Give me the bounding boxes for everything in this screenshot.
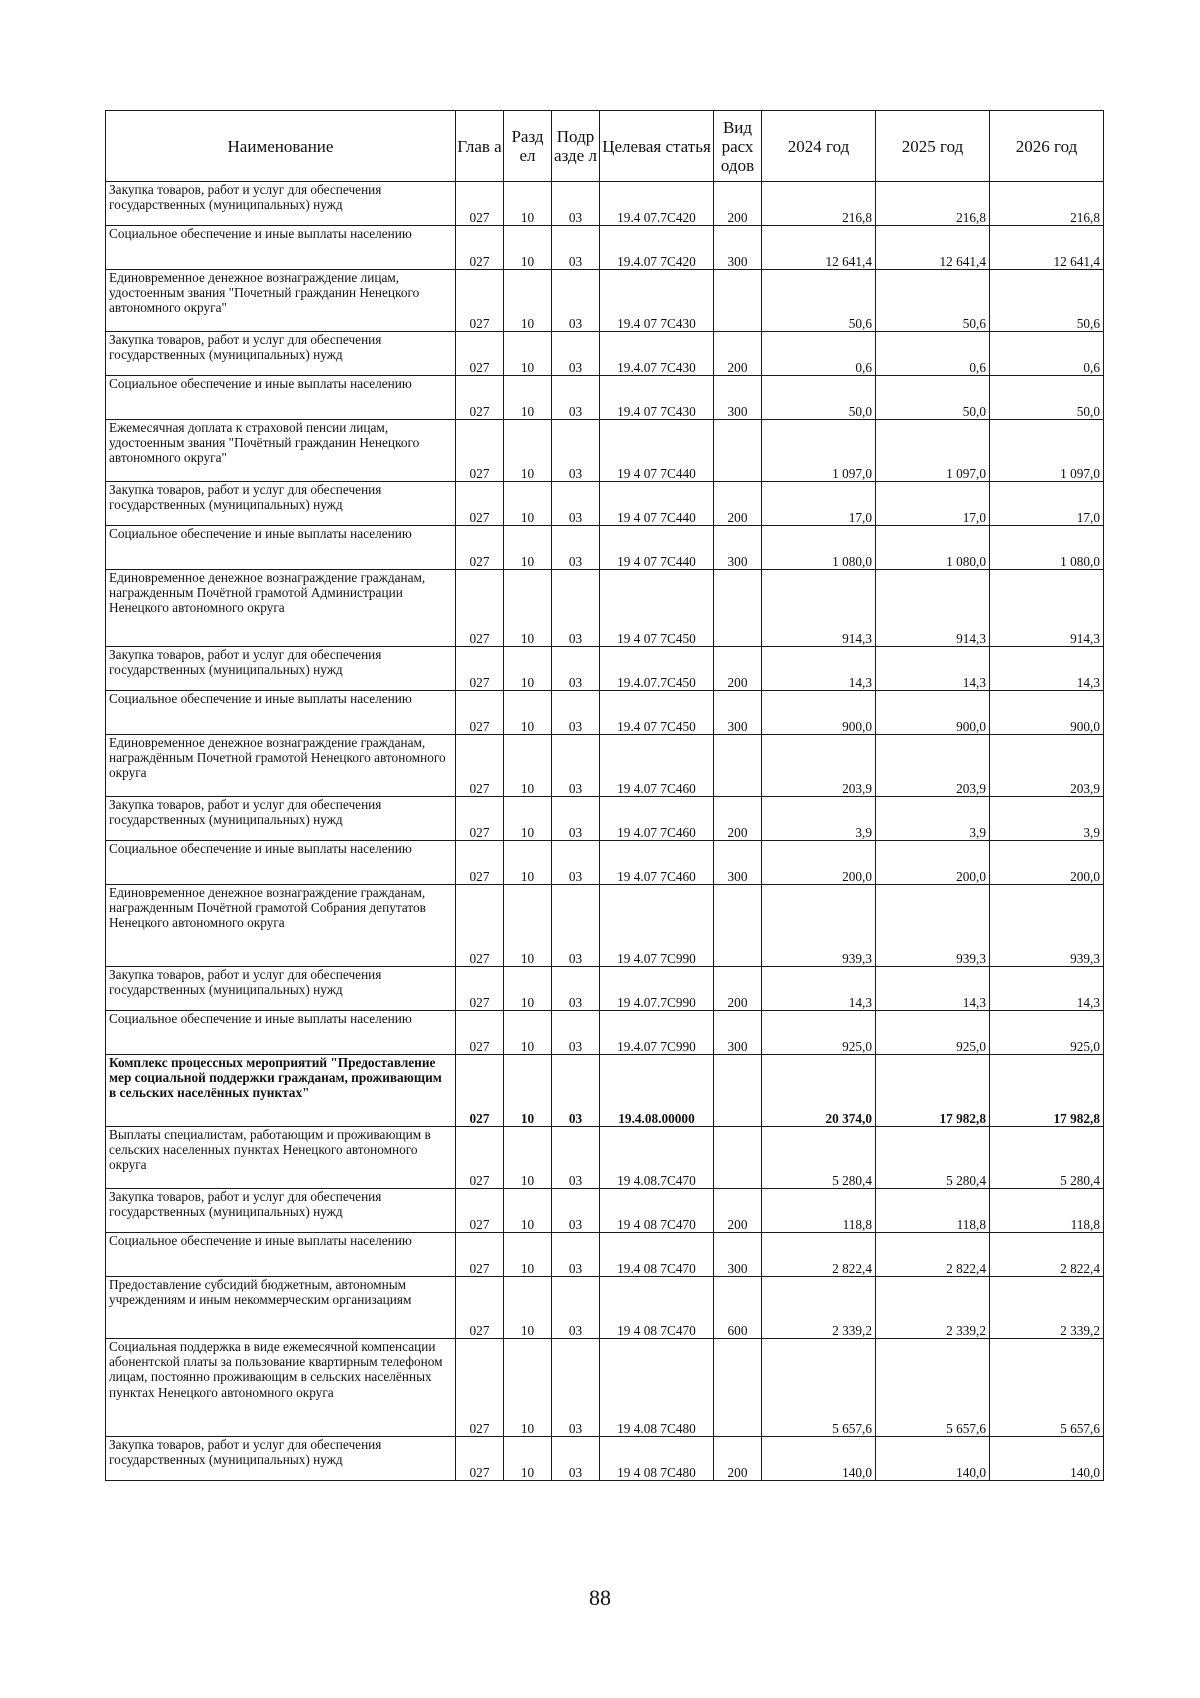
table-row: [106, 482, 1104, 526]
cell-podrazdel: 03: [552, 376, 600, 420]
cell-2024: 203,9: [762, 735, 876, 797]
table-row: [106, 797, 1104, 841]
cell-expense-type: 300: [714, 841, 762, 885]
cell-razdel: 10: [504, 967, 552, 1011]
cell-name: Социальное обеспечение и иные выплаты населению: [106, 1011, 456, 1055]
cell-2025: 17 982,8: [876, 1055, 990, 1127]
cell-glava: 027: [456, 1233, 504, 1277]
table-body: [106, 182, 1104, 1481]
table-row: [106, 691, 1104, 735]
cell-razdel: 10: [504, 420, 552, 482]
cell-2024: 17,0: [762, 482, 876, 526]
cell-glava: 027: [456, 270, 504, 332]
cell-2024: 925,0: [762, 1011, 876, 1055]
table-row: [106, 182, 1104, 226]
cell-razdel: 10: [504, 1127, 552, 1189]
cell-name: Закупка товаров, работ и услуг для обеспечения государственных (муниципальных) нужд: [106, 332, 456, 376]
cell-2026: 1 097,0: [990, 420, 1104, 482]
table-row: [106, 1055, 1104, 1127]
table-row: [106, 1233, 1104, 1277]
cell-expense-type: 200: [714, 647, 762, 691]
header-2024: 2024 год: [762, 111, 876, 182]
cell-razdel: 10: [504, 1011, 552, 1055]
cell-podrazdel: 03: [552, 647, 600, 691]
table-row: [106, 1011, 1104, 1055]
cell-razdel: 10: [504, 482, 552, 526]
cell-glava: 027: [456, 885, 504, 967]
cell-podrazdel: 03: [552, 182, 600, 226]
cell-glava: 027: [456, 332, 504, 376]
cell-2024: 2 822,4: [762, 1233, 876, 1277]
cell-podrazdel: 03: [552, 735, 600, 797]
cell-2024: 0,6: [762, 332, 876, 376]
cell-target-article: 19.4.08.00000: [600, 1055, 714, 1127]
cell-name: Единовременное денежное вознаграждение гражданам, награжденным Почётной грамотой Собрания депутатов Ненецкого автономного округа: [106, 885, 456, 967]
cell-2026: 17,0: [990, 482, 1104, 526]
cell-glava: 027: [456, 797, 504, 841]
cell-podrazdel: 03: [552, 967, 600, 1011]
cell-2026: 914,3: [990, 570, 1104, 647]
cell-glava: 027: [456, 1055, 504, 1127]
cell-name: Единовременное денежное вознаграждение лицам, удостоенным звания "Почетный гражданин Ненецкого автономного округа": [106, 270, 456, 332]
cell-target-article: 19 4.07.7С990: [600, 967, 714, 1011]
cell-podrazdel: 03: [552, 841, 600, 885]
cell-razdel: 10: [504, 1277, 552, 1339]
cell-2026: 2 339,2: [990, 1277, 1104, 1339]
cell-razdel: 10: [504, 691, 552, 735]
cell-target-article: 19 4 07 7С440: [600, 526, 714, 570]
cell-name: Единовременное денежное вознаграждение гражданам, награждённым Почетной грамотой Ненецкого автономного округа: [106, 735, 456, 797]
cell-podrazdel: 03: [552, 482, 600, 526]
cell-expense-type: 200: [714, 1437, 762, 1481]
cell-2026: 203,9: [990, 735, 1104, 797]
cell-2024: 3,9: [762, 797, 876, 841]
cell-2026: 900,0: [990, 691, 1104, 735]
cell-2024: 939,3: [762, 885, 876, 967]
cell-razdel: 10: [504, 647, 552, 691]
header-podrazdel: Подр азде л: [552, 111, 600, 182]
cell-2024: 118,8: [762, 1189, 876, 1233]
cell-2024: 914,3: [762, 570, 876, 647]
cell-razdel: 10: [504, 332, 552, 376]
cell-razdel: 10: [504, 1437, 552, 1481]
cell-2026: 2 822,4: [990, 1233, 1104, 1277]
cell-2025: 203,9: [876, 735, 990, 797]
cell-target-article: 19.4 07 7С450: [600, 691, 714, 735]
cell-razdel: 10: [504, 1233, 552, 1277]
header-target-article: Целевая статья: [600, 111, 714, 182]
cell-name: Социальное обеспечение и иные выплаты населению: [106, 691, 456, 735]
cell-expense-type: [714, 1127, 762, 1189]
cell-target-article: 19 4 08 7С470: [600, 1189, 714, 1233]
cell-target-article: 19.4.07 7С990: [600, 1011, 714, 1055]
cell-2025: 3,9: [876, 797, 990, 841]
cell-2024: 140,0: [762, 1437, 876, 1481]
cell-target-article: 19 4.07 7С460: [600, 735, 714, 797]
cell-podrazdel: 03: [552, 226, 600, 270]
cell-glava: 027: [456, 735, 504, 797]
cell-2024: 900,0: [762, 691, 876, 735]
budget-table: [105, 110, 1104, 1481]
cell-glava: 027: [456, 967, 504, 1011]
table-row: [106, 1339, 1104, 1437]
cell-2024: 2 339,2: [762, 1277, 876, 1339]
cell-2026: 200,0: [990, 841, 1104, 885]
table-row: [106, 332, 1104, 376]
cell-razdel: 10: [504, 1189, 552, 1233]
cell-2024: 12 641,4: [762, 226, 876, 270]
cell-2025: 939,3: [876, 885, 990, 967]
cell-expense-type: 300: [714, 691, 762, 735]
cell-expense-type: 300: [714, 526, 762, 570]
cell-glava: 027: [456, 1127, 504, 1189]
cell-razdel: 10: [504, 376, 552, 420]
cell-expense-type: 200: [714, 332, 762, 376]
table-row: [106, 570, 1104, 647]
cell-glava: 027: [456, 647, 504, 691]
cell-2025: 14,3: [876, 967, 990, 1011]
cell-2026: 50,0: [990, 376, 1104, 420]
cell-name: Закупка товаров, работ и услуг для обеспечения государственных (муниципальных) нужд: [106, 182, 456, 226]
cell-2025: 0,6: [876, 332, 990, 376]
cell-target-article: 19.4.07 7С430: [600, 332, 714, 376]
cell-2025: 17,0: [876, 482, 990, 526]
cell-name: Ежемесячная доплата к страховой пенсии лицам, удостоенным звания "Почётный гражданин Ненецкого автономного округа": [106, 420, 456, 482]
cell-2025: 900,0: [876, 691, 990, 735]
cell-name: Социальное обеспечение и иные выплаты населению: [106, 526, 456, 570]
cell-2025: 925,0: [876, 1011, 990, 1055]
cell-podrazdel: 03: [552, 1127, 600, 1189]
cell-expense-type: 200: [714, 182, 762, 226]
cell-expense-type: 300: [714, 376, 762, 420]
table-row: [106, 420, 1104, 482]
cell-target-article: 19.4.07 7С420: [600, 226, 714, 270]
cell-glava: 027: [456, 1437, 504, 1481]
cell-2026: 118,8: [990, 1189, 1104, 1233]
cell-2024: 14,3: [762, 967, 876, 1011]
cell-name: Единовременное денежное вознаграждение гражданам, награжденным Почётной грамотой Администрации Ненецкого автономного округа: [106, 570, 456, 647]
cell-name: Социальное обеспечение и иные выплаты населению: [106, 841, 456, 885]
cell-2026: 50,6: [990, 270, 1104, 332]
cell-2026: 14,3: [990, 967, 1104, 1011]
cell-2026: 12 641,4: [990, 226, 1104, 270]
cell-2024: 20 374,0: [762, 1055, 876, 1127]
cell-target-article: 19 4 08 7С480: [600, 1437, 714, 1481]
cell-2025: 140,0: [876, 1437, 990, 1481]
cell-2025: 5 657,6: [876, 1339, 990, 1437]
cell-expense-type: 200: [714, 482, 762, 526]
cell-expense-type: 200: [714, 797, 762, 841]
cell-podrazdel: 03: [552, 1277, 600, 1339]
cell-2025: 1 080,0: [876, 526, 990, 570]
cell-podrazdel: 03: [552, 1339, 600, 1437]
table-row: [106, 226, 1104, 270]
table-row: [106, 967, 1104, 1011]
cell-2024: 14,3: [762, 647, 876, 691]
cell-glava: 027: [456, 841, 504, 885]
table-row: [106, 1277, 1104, 1339]
cell-target-article: 19 4.08.7С470: [600, 1127, 714, 1189]
cell-2026: 1 080,0: [990, 526, 1104, 570]
cell-glava: 027: [456, 182, 504, 226]
cell-expense-type: 300: [714, 226, 762, 270]
cell-name: Закупка товаров, работ и услуг для обеспечения государственных (муниципальных) нужд: [106, 482, 456, 526]
cell-target-article: 19.4 07 7С430: [600, 376, 714, 420]
cell-2026: 925,0: [990, 1011, 1104, 1055]
cell-podrazdel: 03: [552, 332, 600, 376]
cell-podrazdel: 03: [552, 797, 600, 841]
table-row: [106, 1437, 1104, 1481]
cell-target-article: 19 4 07 7С440: [600, 482, 714, 526]
header-name: Наименование: [106, 111, 456, 182]
cell-2024: 50,0: [762, 376, 876, 420]
cell-expense-type: [714, 420, 762, 482]
cell-razdel: 10: [504, 570, 552, 647]
cell-2026: 0,6: [990, 332, 1104, 376]
table-row: [106, 526, 1104, 570]
cell-razdel: 10: [504, 841, 552, 885]
table-row: [106, 735, 1104, 797]
cell-2026: 216,8: [990, 182, 1104, 226]
cell-name: Закупка товаров, работ и услуг для обеспечения государственных (муниципальных) нужд: [106, 1189, 456, 1233]
cell-name: Закупка товаров, работ и услуг для обеспечения государственных (муниципальных) нужд: [106, 967, 456, 1011]
cell-2025: 50,6: [876, 270, 990, 332]
cell-name: Социальная поддержка в виде ежемесячной компенсации абонентской платы за пользование квартирным телефоном лицам, постоянно проживающим в сельских населённых пунктах Ненецкого автономного округа: [106, 1339, 456, 1437]
cell-2024: 200,0: [762, 841, 876, 885]
cell-podrazdel: 03: [552, 526, 600, 570]
cell-2026: 5 280,4: [990, 1127, 1104, 1189]
table-row: [106, 1127, 1104, 1189]
cell-name: Комплекс процессных мероприятий "Предоставление мер социальной поддержки гражданам, проживающим в сельских населённых пунктах": [106, 1055, 456, 1127]
header-expense-type: Вид расх одов: [714, 111, 762, 182]
cell-target-article: 19.4.07.7С450: [600, 647, 714, 691]
cell-2025: 50,0: [876, 376, 990, 420]
cell-2025: 2 822,4: [876, 1233, 990, 1277]
cell-glava: 027: [456, 570, 504, 647]
cell-glava: 027: [456, 526, 504, 570]
cell-podrazdel: 03: [552, 1189, 600, 1233]
cell-target-article: 19 4.08 7С480: [600, 1339, 714, 1437]
cell-2025: 12 641,4: [876, 226, 990, 270]
table-row: [106, 270, 1104, 332]
cell-2025: 2 339,2: [876, 1277, 990, 1339]
cell-razdel: 10: [504, 1055, 552, 1127]
cell-name: Закупка товаров, работ и услуг для обеспечения государственных (муниципальных) нужд: [106, 797, 456, 841]
cell-expense-type: [714, 570, 762, 647]
cell-razdel: 10: [504, 885, 552, 967]
cell-podrazdel: 03: [552, 1437, 600, 1481]
cell-target-article: 19.4 07.7С420: [600, 182, 714, 226]
cell-target-article: 19 4 08 7С470: [600, 1277, 714, 1339]
cell-podrazdel: 03: [552, 420, 600, 482]
cell-expense-type: 600: [714, 1277, 762, 1339]
cell-glava: 027: [456, 1011, 504, 1055]
cell-target-article: 19.4 07 7С430: [600, 270, 714, 332]
cell-name: Социальное обеспечение и иные выплаты населению: [106, 376, 456, 420]
cell-name: Предоставление субсидий бюджетным, автономным учреждениям и иным некоммерческим организациям: [106, 1277, 456, 1339]
cell-expense-type: [714, 1055, 762, 1127]
cell-glava: 027: [456, 226, 504, 270]
cell-podrazdel: 03: [552, 1055, 600, 1127]
cell-podrazdel: 03: [552, 1233, 600, 1277]
table-row: [106, 885, 1104, 967]
cell-2025: 1 097,0: [876, 420, 990, 482]
cell-glava: 027: [456, 1277, 504, 1339]
cell-2024: 5 280,4: [762, 1127, 876, 1189]
cell-glava: 027: [456, 420, 504, 482]
header-2026: 2026 год: [990, 111, 1104, 182]
cell-2026: 939,3: [990, 885, 1104, 967]
page-number: 88: [589, 1585, 611, 1610]
cell-expense-type: 300: [714, 1011, 762, 1055]
cell-2024: 5 657,6: [762, 1339, 876, 1437]
cell-2025: 200,0: [876, 841, 990, 885]
cell-name: Социальное обеспечение и иные выплаты населению: [106, 1233, 456, 1277]
cell-2025: 118,8: [876, 1189, 990, 1233]
cell-podrazdel: 03: [552, 1011, 600, 1055]
cell-expense-type: 200: [714, 1189, 762, 1233]
header-razdel: Разд ел: [504, 111, 552, 182]
header-2025: 2025 год: [876, 111, 990, 182]
cell-name: Закупка товаров, работ и услуг для обеспечения государственных (муниципальных) нужд: [106, 1437, 456, 1481]
cell-2026: 3,9: [990, 797, 1104, 841]
cell-2025: 914,3: [876, 570, 990, 647]
cell-expense-type: 300: [714, 1233, 762, 1277]
cell-expense-type: [714, 270, 762, 332]
cell-target-article: 19.4 08 7С470: [600, 1233, 714, 1277]
cell-2024: 216,8: [762, 182, 876, 226]
table-row: [106, 1189, 1104, 1233]
cell-2026: 14,3: [990, 647, 1104, 691]
cell-razdel: 10: [504, 226, 552, 270]
cell-razdel: 10: [504, 270, 552, 332]
cell-razdel: 10: [504, 1339, 552, 1437]
cell-target-article: 19 4 07 7С450: [600, 570, 714, 647]
header-glava: Глав а: [456, 111, 504, 182]
cell-podrazdel: 03: [552, 570, 600, 647]
cell-name: Социальное обеспечение и иные выплаты населению: [106, 226, 456, 270]
cell-2024: 1 080,0: [762, 526, 876, 570]
cell-2025: 216,8: [876, 182, 990, 226]
cell-razdel: 10: [504, 526, 552, 570]
table-header-row: [106, 111, 1104, 182]
cell-target-article: 19 4.07 7С460: [600, 797, 714, 841]
cell-target-article: 19 4.07 7С990: [600, 885, 714, 967]
cell-target-article: 19 4.07 7С460: [600, 841, 714, 885]
cell-glava: 027: [456, 1339, 504, 1437]
cell-razdel: 10: [504, 797, 552, 841]
cell-2026: 17 982,8: [990, 1055, 1104, 1127]
cell-expense-type: [714, 735, 762, 797]
cell-2025: 14,3: [876, 647, 990, 691]
table-row: [106, 647, 1104, 691]
cell-2026: 140,0: [990, 1437, 1104, 1481]
cell-name: Закупка товаров, работ и услуг для обеспечения государственных (муниципальных) нужд: [106, 647, 456, 691]
cell-2026: 5 657,6: [990, 1339, 1104, 1437]
cell-glava: 027: [456, 691, 504, 735]
table-row: [106, 841, 1104, 885]
cell-glava: 027: [456, 482, 504, 526]
table-row: [106, 376, 1104, 420]
cell-podrazdel: 03: [552, 691, 600, 735]
cell-2024: 1 097,0: [762, 420, 876, 482]
cell-razdel: 10: [504, 182, 552, 226]
cell-expense-type: 200: [714, 967, 762, 1011]
cell-expense-type: [714, 1339, 762, 1437]
cell-razdel: 10: [504, 735, 552, 797]
cell-podrazdel: 03: [552, 270, 600, 332]
cell-glava: 027: [456, 1189, 504, 1233]
cell-2025: 5 280,4: [876, 1127, 990, 1189]
cell-expense-type: [714, 885, 762, 967]
cell-target-article: 19 4 07 7С440: [600, 420, 714, 482]
cell-podrazdel: 03: [552, 885, 600, 967]
cell-glava: 027: [456, 376, 504, 420]
cell-name: Выплаты специалистам, работающим и проживающим в сельских населенных пунктах Ненецкого автономного округа: [106, 1127, 456, 1189]
cell-2024: 50,6: [762, 270, 876, 332]
